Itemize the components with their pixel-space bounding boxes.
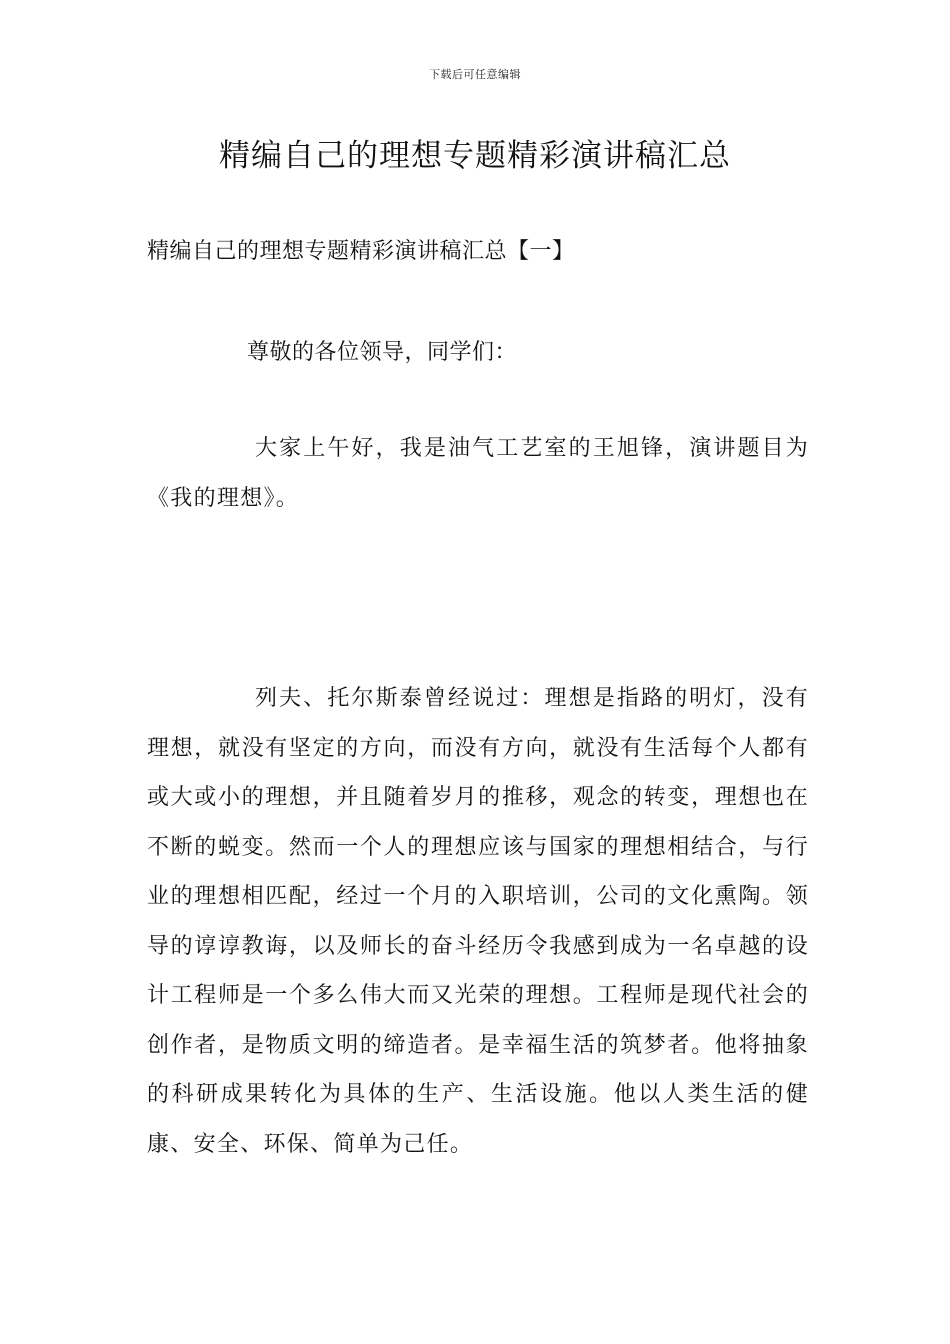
paragraph-intro: 大家上午好，我是油气工艺室的王旭锋，演讲题目为《我的理想》。	[147, 436, 809, 511]
header-note: 下载后可任意编辑	[429, 68, 521, 81]
salutation: 尊敬的各位领导，同学们：	[247, 340, 518, 365]
paragraph-body: 列夫、托尔斯泰曾经说过：理想是指路的明灯，没有理想，就没有坚定的方向，而没有方向，就没有生活每个人都有或大或小的理想，并且随着岁月的推移，观念的转变，理想也在不断的蜕变。然而一个人的理想应该与国家的理想相结合，与行业的理想相匹配，经过一个月的入职培训，公司的文化熏陶。领导的谆谆教诲，以及师长的奋斗经历令我感到成为一名卓越的设计工程师是一个多么伟大而又光荣的理想。工程师是现代社会的创作者，是物质文明的缔造者。是幸福生活的筑梦者。他将抽象的科研成果转化为具体的生产、生活设施。他以人类生活的健康、安全、环保、简单为己任。	[147, 686, 809, 1157]
document-title: 精编自己的理想专题精彩演讲稿汇总	[219, 138, 731, 174]
section-heading: 精编自己的理想专题精彩演讲稿汇总【一】	[147, 239, 575, 264]
